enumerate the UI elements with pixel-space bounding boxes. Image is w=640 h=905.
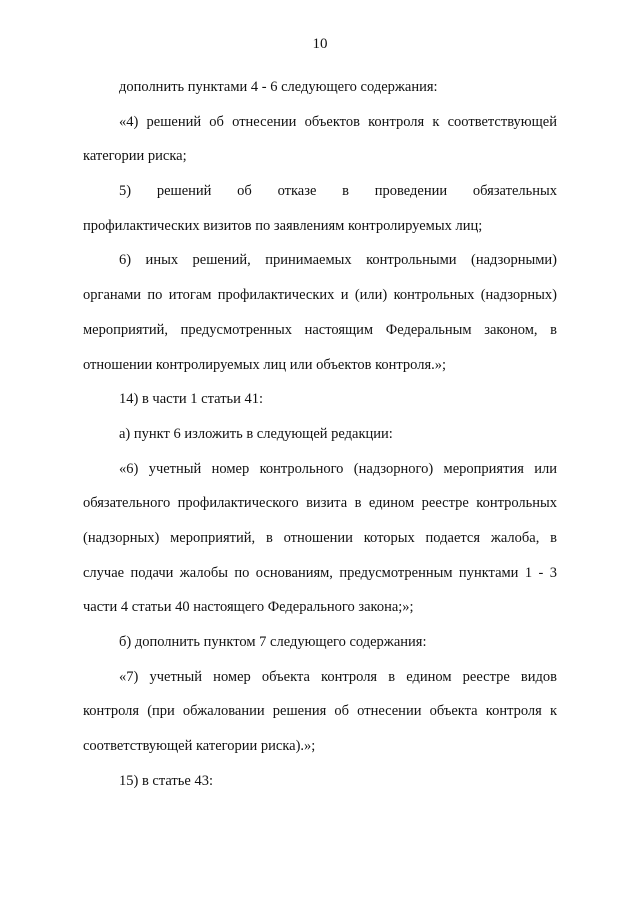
- text-line: соответствующей категории риска).»;: [83, 738, 316, 755]
- document-body: [83, 70, 557, 798]
- text-line: дополнить пунктами 4 - 6 следующего содержания:: [119, 79, 438, 95]
- text-line: 6) иных решений, принимаемых контрольными (надзорными): [119, 252, 557, 269]
- text-line: 5) решений об отказе в проведении обязательных: [119, 183, 557, 200]
- text-line: а) пункт 6 изложить в следующей редакции:: [119, 425, 393, 442]
- text-line: 15) в статье 43:: [119, 772, 213, 789]
- page-number: 10: [312, 36, 328, 52]
- text-line: части 4 статьи 40 настоящего Федерального закона;»;: [83, 599, 414, 616]
- text-line: (надзорных) мероприятий, в отношении которых подается жалоба, в: [83, 529, 557, 546]
- text-line: категории риска;: [83, 148, 187, 165]
- text-line: «4) решений об отнесении объектов контроля к соответствующей: [119, 113, 557, 130]
- text-line: профилактических визитов по заявлениям контролируемых лиц;: [83, 217, 483, 234]
- text-line: случае подачи жалобы по основаниям, предусмотренным пунктами 1 - 3: [83, 564, 557, 581]
- text-line: отношении контролируемых лиц или объектов контроля.»;: [83, 356, 447, 373]
- text-line: б) дополнить пунктом 7 следующего содержания:: [119, 634, 427, 650]
- text-line: обязательного профилактического визита в едином реестре контрольных: [83, 495, 557, 512]
- text-line: органами по итогам профилактических и (или) контрольных (надзорных): [83, 287, 557, 304]
- text-line: мероприятий, предусмотренных настоящим Федеральным законом, в: [83, 321, 557, 338]
- text-line: «7) учетный номер объекта контроля в едином реестре видов: [119, 668, 557, 685]
- text-line: 14) в части 1 статьи 41:: [119, 391, 264, 408]
- text-line: контроля (при обжаловании решения об отнесении объекта контроля к: [83, 703, 557, 720]
- text-line: «6) учетный номер контрольного (надзорного) мероприятия или: [119, 460, 557, 477]
